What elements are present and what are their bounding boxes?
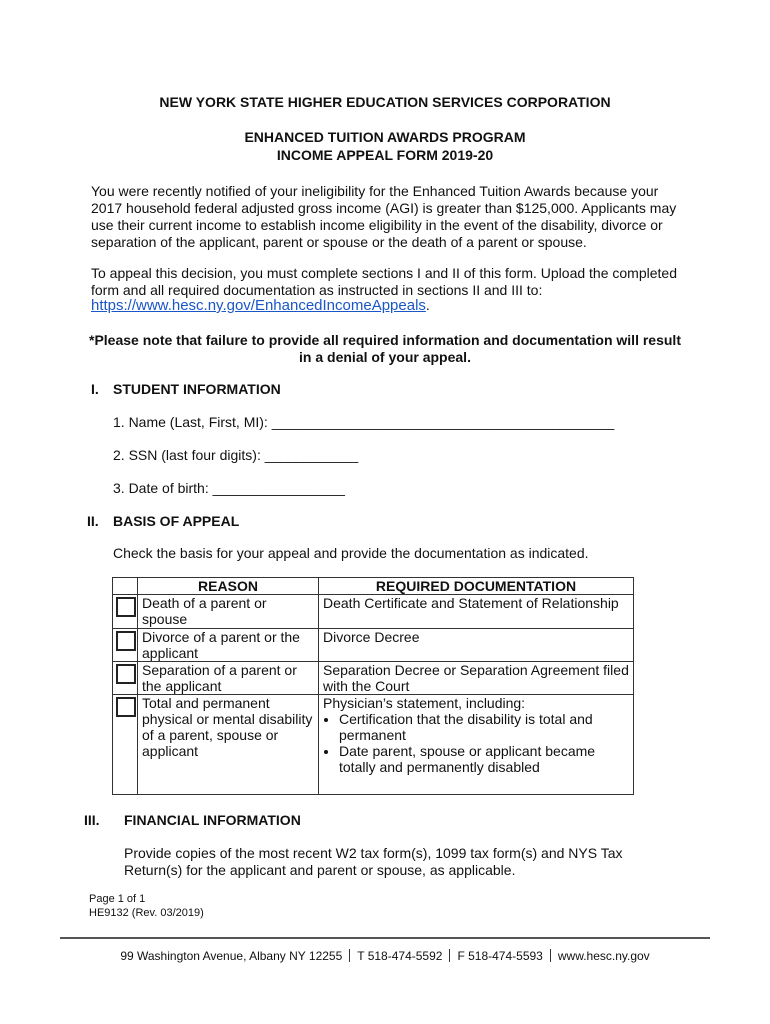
checkbox-header (113, 578, 138, 595)
reason-header: REASON (138, 578, 319, 595)
warning-note-line2: in a denial of your appeal. (299, 349, 471, 365)
doc-bullet: • Certification that the disability is total and permanent (339, 711, 629, 743)
section2-instruction: Check the basis for your appeal and provide the documentation as indicated. (113, 545, 589, 561)
appeal-upload-link[interactable]: https://www.hesc.ny.gov/EnhancedIncomeAppeals (91, 297, 426, 314)
org-title: NEW YORK STATE HIGHER EDUCATION SERVICES CORPORATION (159, 94, 611, 110)
separator (550, 949, 551, 962)
section1-title: STUDENT INFORMATION (113, 381, 281, 397)
page-number: Page 1 of 1 (89, 893, 146, 905)
doc-cell: Death Certificate and Statement of Relationship (319, 595, 634, 629)
appeal-link-line (91, 297, 430, 315)
separator (349, 949, 350, 962)
doc-intro: Physician’s statement, including: (323, 695, 526, 711)
warning-note-line1: *Please note that failure to provide all required information and documentation will result (89, 332, 681, 348)
instructions-paragraph: To appeal this decision, you must complete sections I and II of this form. Upload the completed form and all required documentation as instructed in sections II and III to: (91, 265, 677, 298)
basis-of-appeal-table (112, 577, 634, 795)
form-id: HE9132 (Rev. 03/2019) (89, 907, 204, 919)
intro-paragraph: You were recently notified of your ineligibility for the Enhanced Tuition Awards because your 2017 household federal adjusted gross income (AGI) is greater than $125,000. Applicants may use their current income to establish income eligibility in the event of the disability, divorce or separation of the applicant, parent or spouse or the death of a parent or spouse. (91, 183, 677, 250)
section3-title: FINANCIAL INFORMATION (124, 812, 301, 828)
doc-cell: Divorce Decree (319, 629, 634, 662)
doc-cell: Separation Decree or Separation Agreement filed with the Court (319, 662, 634, 695)
phone: T 518-474-5592 (357, 949, 443, 963)
separator (449, 949, 450, 962)
table-row (113, 595, 634, 629)
ssn-field[interactable]: 2. SSN (last four digits): ____________ (113, 447, 359, 463)
form-title: INCOME APPEAL FORM 2019-20 (276, 147, 494, 163)
name-field[interactable]: 1. Name (Last, First, MI): ____________________________________________ (113, 414, 615, 430)
checkbox-cell (113, 629, 138, 662)
table-row (113, 695, 634, 795)
fax: F 518-474-5593 (457, 949, 543, 963)
section3-numeral: III. (84, 812, 100, 828)
checkbox-cell (113, 662, 138, 695)
program-title: ENHANCED TUITION AWARDS PROGRAM (244, 129, 526, 145)
doc-bullet-list (323, 711, 629, 775)
address: 99 Washington Avenue, Albany NY 12255 (120, 949, 343, 963)
table-row (113, 662, 634, 695)
contact-line (0, 949, 770, 963)
footer-divider (60, 937, 710, 939)
reason-cell: Death of a parent or spouse (138, 595, 319, 629)
divorce-checkbox[interactable] (116, 631, 136, 651)
dob-field[interactable]: 3. Date of birth: _________________ (113, 480, 345, 496)
doc-cell (319, 695, 634, 795)
link-period: . (425, 297, 430, 313)
disability-checkbox[interactable] (116, 697, 136, 717)
reason-cell: Divorce of a parent or the applicant (138, 629, 319, 662)
section3-text: Provide copies of the most recent W2 tax form(s), 1099 tax form(s) and NYS Tax Return(s) for the applicant and parent or spouse, as applicable. (124, 845, 623, 878)
separation-checkbox[interactable] (116, 664, 136, 684)
section1-numeral: I. (91, 381, 99, 397)
checkbox-cell (113, 695, 138, 795)
table-header-row (113, 578, 634, 595)
section2-numeral: II. (87, 513, 99, 529)
death-checkbox[interactable] (116, 597, 136, 617)
doc-bullet: • Date parent, spouse or applicant became totally and permanently disabled (339, 743, 629, 775)
table-row (113, 629, 634, 662)
section2-title: BASIS OF APPEAL (113, 513, 240, 529)
reason-cell: Total and permanent physical or mental disability of a parent, spouse or applicant (138, 695, 319, 795)
docs-header: REQUIRED DOCUMENTATION (319, 578, 634, 595)
website-link[interactable]: www.hesc.ny.gov (557, 949, 650, 963)
reason-cell: Separation of a parent or the applicant (138, 662, 319, 695)
checkbox-cell (113, 595, 138, 629)
